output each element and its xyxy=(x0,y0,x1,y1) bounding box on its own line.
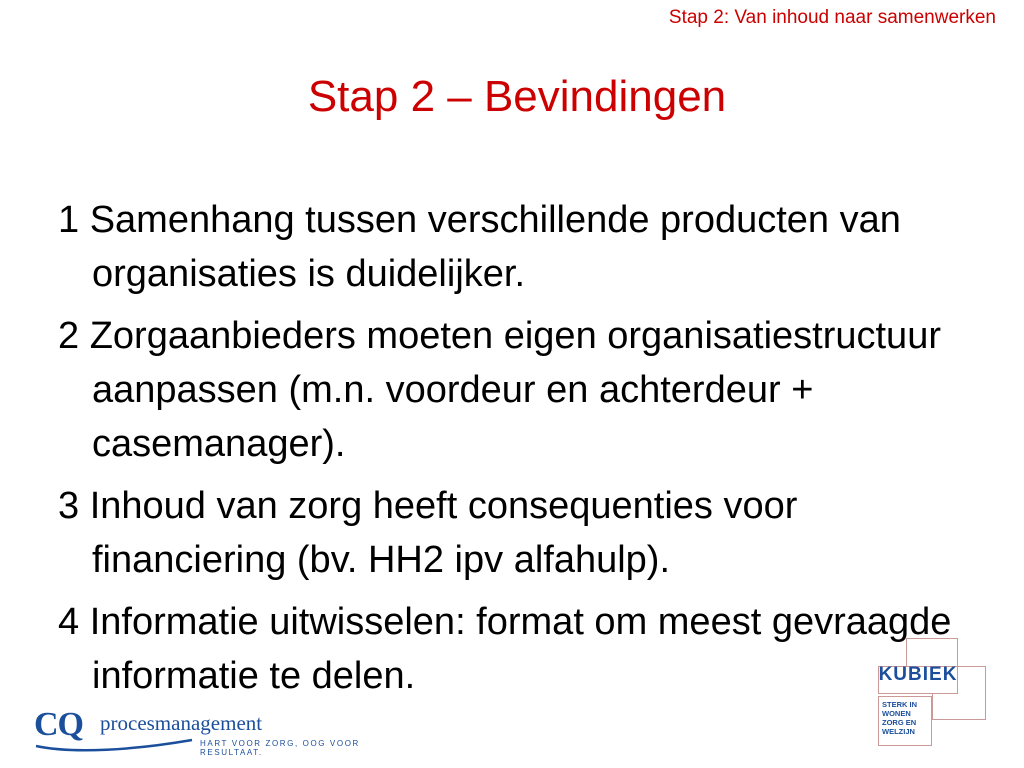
kubiek-sub-line-3: ZORG EN xyxy=(882,718,917,727)
finding-4: 4 Informatie uitwisselen: format om meest gevraagde informatie te delen. xyxy=(58,601,952,697)
findings-list xyxy=(58,193,958,711)
cq-swoosh-icon xyxy=(34,736,194,752)
finding-2: 2 Zorgaanbieders moeten eigen organisatiestructuur aanpassen (m.n. voordeur en achterdeur + casemanager). xyxy=(58,315,941,465)
kubiek-logo xyxy=(878,638,988,746)
kubiek-sub-line-4: WELZIJN xyxy=(882,727,915,736)
kubiek-sub-line-2: WONEN xyxy=(882,709,911,718)
finding-3: 3 Inhoud van zorg heeft consequenties voor financiering (bv. HH2 ipv alfahulp). xyxy=(58,485,798,581)
cq-procesmanagement-logo xyxy=(34,706,404,757)
slide-title: Stap 2 – Bevindingen xyxy=(307,72,727,121)
kubiek-sub-line-1: STERK IN xyxy=(882,700,918,709)
slide-header-note: Stap 2: Van inhoud naar samenwerken xyxy=(668,7,996,28)
cq-logo-name: procesmanagement xyxy=(100,711,263,735)
kubiek-logo-subtitle xyxy=(882,700,930,736)
finding-1: 1 Samenhang tussen verschillende producten van organisaties is duidelijker. xyxy=(58,199,901,295)
cq-logo-tagline: HART VOOR ZORG, OOG VOOR RESULTAAT. xyxy=(200,739,360,757)
kubiek-logo-name: KUBIEK xyxy=(878,664,958,685)
cq-logo-mark: CQ xyxy=(34,706,83,743)
